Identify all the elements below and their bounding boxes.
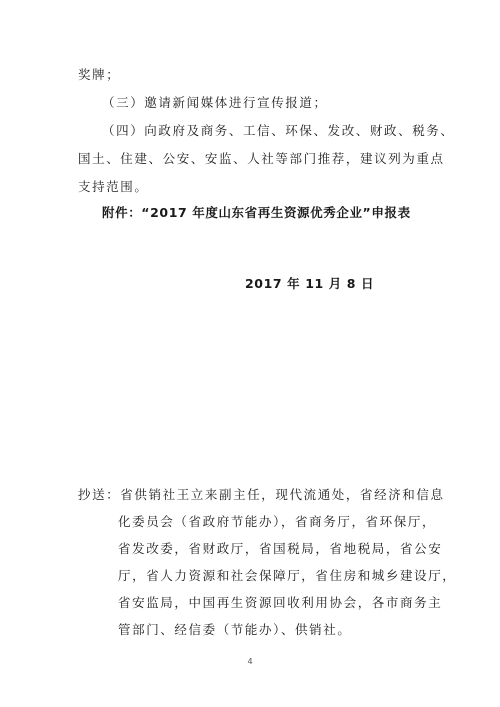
body-text-line: （四）向政府及商务、工信、环保、发改、财政、税务、 bbox=[102, 123, 455, 138]
cc-line: 省发改委，省财政厅，省国税局，省地税局，省公安 bbox=[118, 541, 443, 556]
page-number: 4 bbox=[247, 657, 253, 666]
attachment-line: 附件：“2017 年度山东省再生资源优秀企业”申报表 bbox=[102, 205, 411, 220]
cc-line: 省安监局，中国再生资源回收利用协会，各市商务主 bbox=[118, 595, 443, 610]
cc-line: 化委员会（省政府节能办），省商务厅，省环保厅， bbox=[118, 514, 437, 529]
cc-line: 抄送：省供销社王立来副主任，现代流通处，省经济和信息 bbox=[78, 487, 445, 502]
document-date: 2017 年 11 月 8 日 bbox=[245, 276, 375, 291]
cc-line: 管部门、经信委（节能办）、供销社。 bbox=[118, 622, 352, 637]
cc-line: 厅，省人力资源和社会保障厅，省住房和城乡建设厅， bbox=[118, 568, 457, 583]
body-text-line: 奖牌； bbox=[78, 67, 121, 82]
body-text-line: 支持范围。 bbox=[78, 179, 149, 194]
body-text-line: （三）邀请新闻媒体进行宣传报道； bbox=[102, 95, 328, 110]
body-text-line: 国土、住建、公安、安监、人社等部门推荐，建议列为重点 bbox=[78, 151, 445, 166]
